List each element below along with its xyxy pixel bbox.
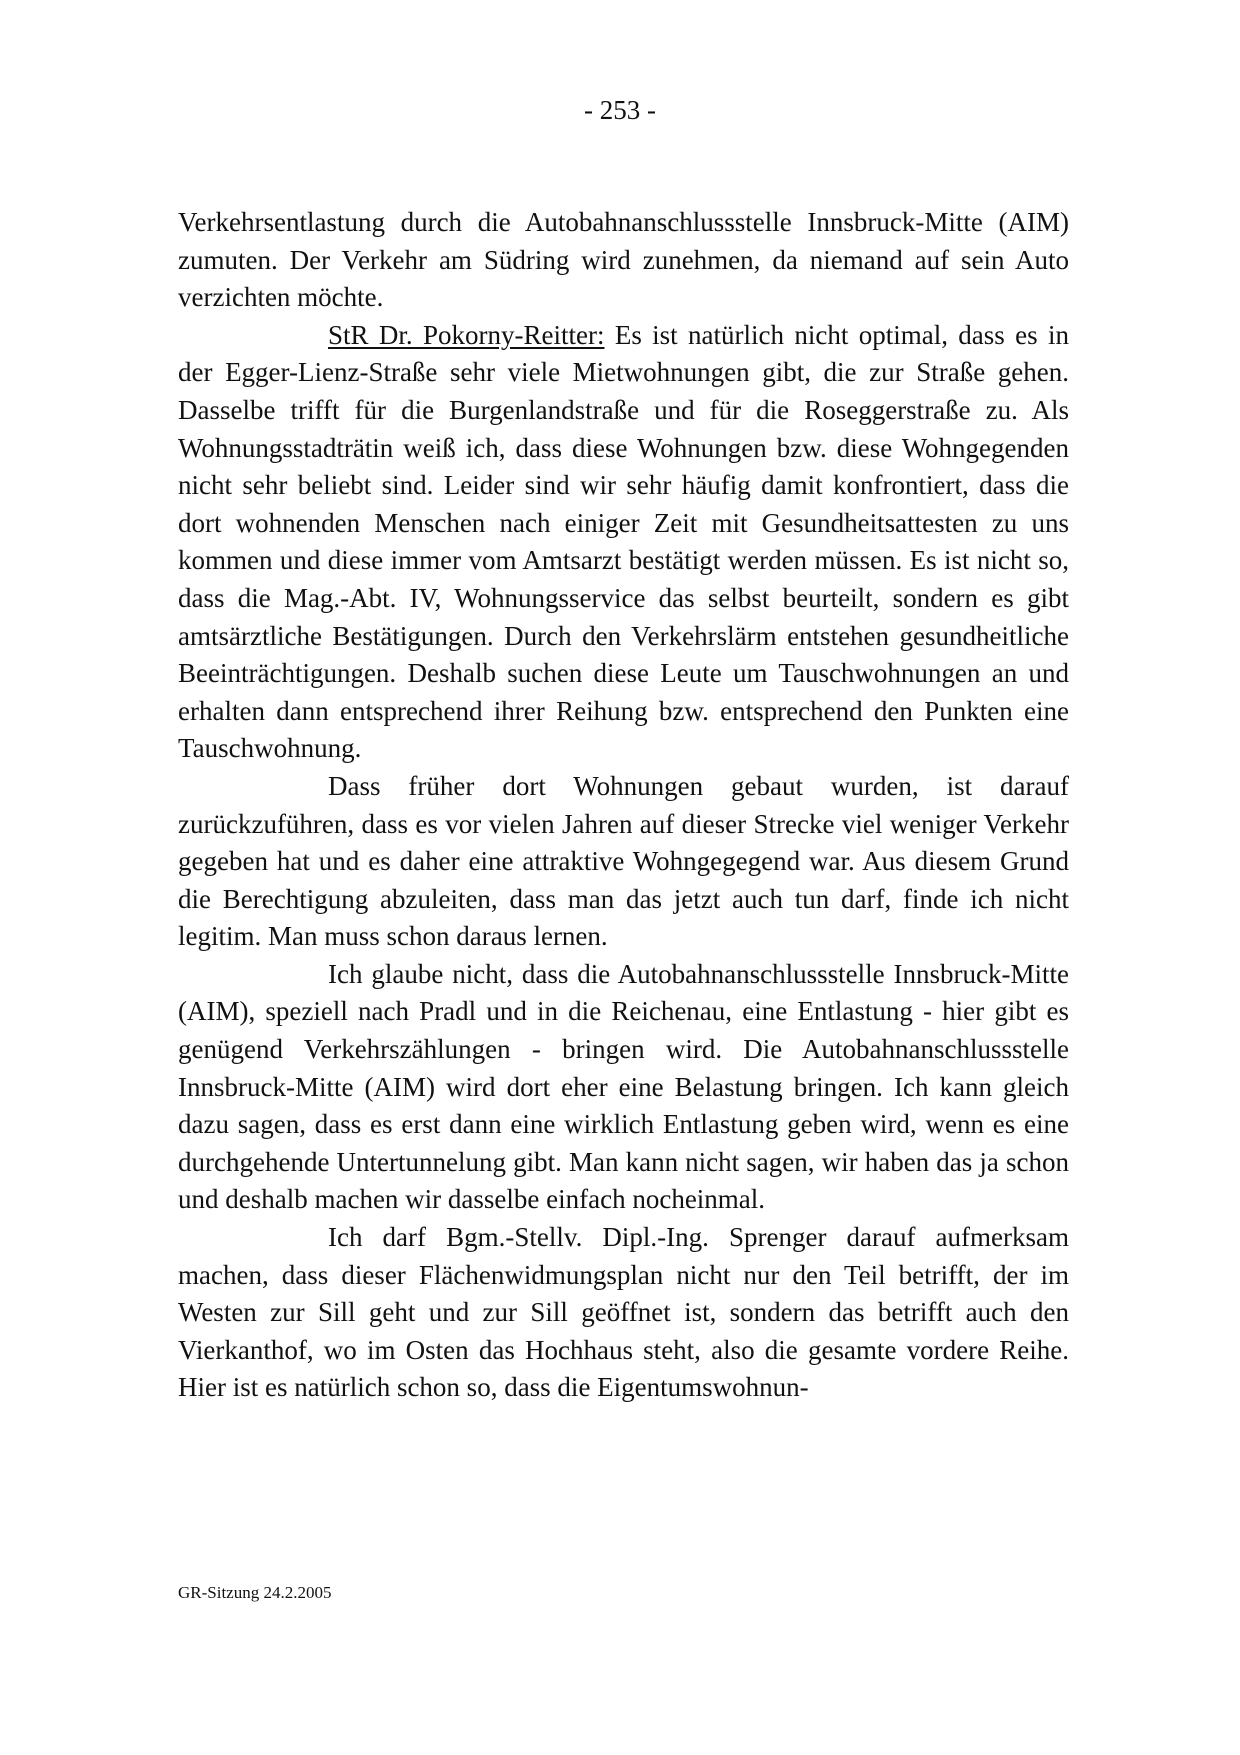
paragraph: Verkehrsentlastung durch die Autobahnanschlussstelle Innsbruck-Mitte (AIM) zumuten. Der Verkehr am Südring wird zunehmen, da niemand auf sein Auto verzichten möchte. bbox=[178, 207, 1069, 313]
speaker-label: StR Dr. Pokorny-Reitter: bbox=[328, 319, 605, 350]
paragraph: Dass früher dort Wohnungen gebaut wurden, ist darauf zurückzuführen, dass es vor vielen Jahren auf dieser Strecke viel weniger Verkehr gegeben hat und es daher eine attraktive Wohngegegend war. Aus diesem Grund die Berechtigung abzuleiten, dass man das jetzt auch tun darf, finde ich nicht legitim. Man muss schon daraus lernen. bbox=[178, 770, 1069, 952]
speech-paragraph bbox=[178, 317, 1069, 768]
paragraph: Ich darf Bgm.-Stellv. Dipl.-Ing. Sprenger darauf aufmerksam machen, dass dieser Flächenwidmungsplan nicht nur den Teil betrifft, der im Westen zur Sill geht und zur Sill geöffnet ist, sondern das betrifft auch den Vierkanthof, wo im Osten das Hochhaus steht, also die gesamte vordere Reihe. Hier ist es natürlich schon so, dass die Eigentumswohnun- bbox=[178, 1222, 1069, 1403]
body-text bbox=[178, 204, 1069, 1407]
paragraph: Ich glaube nicht, dass die Autobahnanschlussstelle Innsbruck-Mitte (AIM), speziell nach Pradl und in die Reichenau, eine Entlastung - hier gibt es genügend Verkehrszählungen - bringen wird. Die Autobahnanschlussstelle Innsbruck-Mitte (AIM) wird dort eher eine Belastung bringen. Ich kann gleich dazu sagen, dass es erst dann eine wirklich Entlastung geben wird, wenn es eine durchgehende Untertunnelung gibt. Man kann nicht sagen, wir haben das ja schon und deshalb machen wir dasselbe einfach nocheinmal. bbox=[178, 958, 1069, 1215]
footer-session: GR-Sitzung 24.2.2005 bbox=[178, 1583, 332, 1602]
page-number: - 253 - bbox=[584, 95, 656, 125]
speech-text: Es ist natürlich nicht optimal, dass es in der Egger-Lienz-Straße sehr viele Mietwohnungen gibt, die zur Straße gehen. Dasselbe trifft für die Burgenlandstraße und für die Roseggerstraße zu. Als Wohnungsstadträtin weiß ich, dass diese Wohnungen bzw. diese Wohngegenden nicht sehr beliebt sind. Leider sind wir sehr häufig damit konfrontiert, dass die dort wohnenden Menschen nach einiger Zeit mit Gesundheitsattesten zu uns kommen und diese immer vom Amtsarzt bestätigt werden müssen. Es ist nicht so, dass die Mag.-Abt. IV, Wohnungsservice das selbst beurteilt, sondern es gibt amtsärztliche Bestätigungen. Durch den Verkehrslärm entstehen gesundheitliche Beeinträchtigungen. Deshalb suchen diese Leute um Tauschwohnungen an und erhalten dann entsprechend ihrer Reihung bzw. entsprechend den Punkten eine Tauschwohnung. bbox=[178, 319, 1069, 764]
